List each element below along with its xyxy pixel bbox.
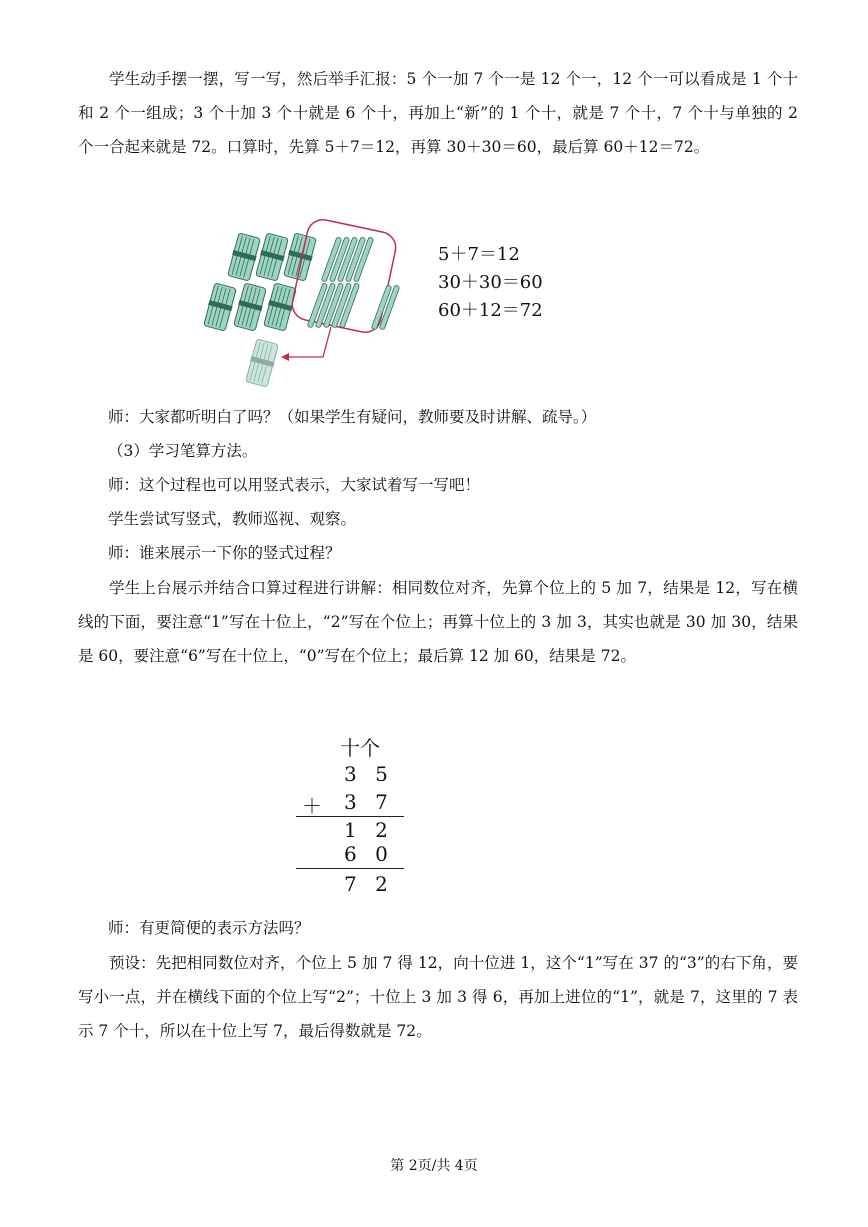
loose-sticks-bottom (307, 283, 359, 328)
paragraph-preset: 预设：先把相同数位对齐，个位上 5 加 7 得 12，向十位进 1，这个“1”写在 37 的“3”的右下角，要写小一点，并在横线下面的个位上写“2”；十位上 3 加 3 得 6，再加上进位的“1”，就是 7，这里的 7 表示 7 个十，所以在十位上写 7，最后得数就是 72。 (78, 954, 798, 1040)
teacher-question-1: 师：大家都听明白了吗？（如果学生有疑问，教师要及时讲解、疏导。） (108, 408, 597, 426)
addend-2: 3 7 (344, 790, 394, 814)
calc-line-2 (296, 868, 404, 869)
loose-sticks-extra (371, 285, 399, 330)
equation-2: 30＋30＝60 (438, 272, 543, 293)
arrow-icon (283, 327, 331, 357)
addend-1: 3 5 (344, 762, 394, 786)
equation-3: 60＋12＝72 (438, 300, 543, 321)
paragraph-explanation: 学生上台展示并结合口算过程进行讲解：相同数位对齐，先算个位上的 5 加 7，结果是 12，写在横线的下面，要注意“1”写在十位上，“2”写在个位上；再算十位上的 3 加 3，其实也就是 30 加 30，结果是 60，要注意“6”写在十位上，“0”写在个位上；最后算 12 加 60，结果是 72。 (78, 579, 798, 665)
page-footer: 第 2页/共 4页 (390, 1158, 478, 1174)
partial-sum-2: 6 0 (344, 842, 394, 866)
plus-sign: ＋ (302, 794, 322, 818)
bundle-icon (233, 283, 268, 332)
teacher-prompt: 师：这个过程也可以用竖式表示，大家试着写一写吧！ (108, 476, 481, 494)
place-value-header: 十个 (340, 736, 380, 760)
teacher-question-3: 师：有更简便的表示方法吗？ (108, 919, 310, 937)
calc-line-1 (296, 816, 404, 817)
partial-sum-1: 1 2 (344, 818, 394, 842)
loose-sticks-top (321, 237, 373, 282)
paragraph-report: 学生动手摆一摆，写一写，然后举手汇报：5 个一加 7 个一是 12 个一，12 个一可以看成是 1 个十和 2 个一组成；3 个十加 3 个十就是 6 个十，再加上“新”的 1 个十，就是 7 个十，7 个十与单独的 2 个一合起来就是 72。口算时，先算 5＋7＝12，再算 30＋30＝60，最后算 60＋12＝72。 (78, 70, 798, 156)
new-bundle-icon (245, 339, 280, 388)
sum-result: 7 2 (344, 872, 394, 896)
vertical-calculation (296, 730, 408, 900)
student-activity: 学生尝试写竖式，教师巡视、观察。 (108, 510, 357, 528)
section-heading: （3）学习笔算方法。 (108, 442, 258, 460)
teacher-question-2: 师：谁来展示一下你的竖式过程？ (108, 544, 341, 562)
arrow-head-icon (281, 353, 289, 361)
bundle-icon (203, 283, 238, 332)
equation-1: 5＋7＝12 (438, 244, 520, 265)
